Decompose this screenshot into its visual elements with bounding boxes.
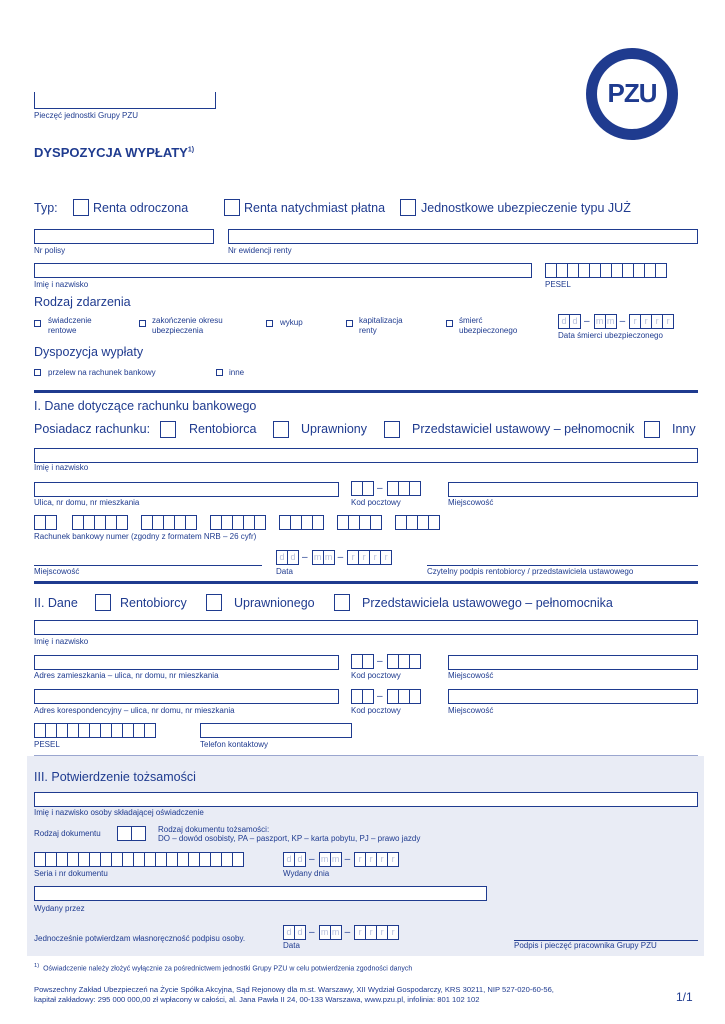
s3-declarant-input[interactable] — [34, 792, 698, 807]
footnote-mark: 1) — [34, 963, 40, 969]
account-holder-label: Posiadacz rachunku: — [34, 422, 151, 436]
page-number: 1/1 — [676, 990, 693, 1004]
s1-place-label: Miejscowość — [34, 567, 80, 576]
payout-transfer-checkbox[interactable] — [34, 369, 41, 376]
s1-city-input[interactable] — [448, 482, 698, 497]
event-death-checkbox[interactable] — [446, 320, 453, 327]
event-death-label: śmierć ubezpieczonego — [459, 316, 518, 335]
company-line-1: Powszechny Zakład Ubezpieczeń na Życie Spółka Akcyjna, Sąd Rejonowy dla m.st. Warszawy, XII Wydział Gospodarczy, KRS 30211, NIP 527-020-60-56, — [34, 985, 554, 994]
holder-representative-label: Przedstawiciel ustawowy – pełnomocnik — [412, 422, 635, 436]
s1-place-input[interactable] — [34, 551, 262, 566]
annuity-number-label: Nr ewidencji renty — [228, 246, 292, 255]
event-capitalization-label: kapitalizacja renty — [359, 316, 403, 335]
footnote — [34, 963, 412, 972]
event-benefit-label: świadczenie rentowe — [48, 316, 92, 335]
death-date-label: Data śmierci ubezpieczonego — [558, 331, 663, 340]
s2-city-input[interactable] — [448, 655, 698, 670]
payout-transfer-label: przelew na rachunek bankowy — [48, 368, 156, 377]
s2-representative-label: Przedstawiciela ustawowego – pełnomocnika — [362, 596, 613, 610]
s1-name-input[interactable] — [34, 448, 698, 463]
event-benefit-checkbox[interactable] — [34, 320, 41, 327]
s2-phone-label: Telefon kontaktowy — [200, 740, 269, 749]
s2-pesel-cells[interactable] — [34, 723, 155, 738]
holder-other-checkbox[interactable] — [644, 421, 660, 438]
event-title: Rodzaj zdarzenia — [34, 295, 131, 309]
annuity-number-input[interactable] — [228, 229, 698, 244]
s2-representative-checkbox[interactable] — [334, 594, 350, 611]
s1-name-label-2: Imię i nazwisko — [34, 463, 89, 472]
s2-annuitant-checkbox[interactable] — [95, 594, 111, 611]
section-divider — [34, 390, 698, 393]
s2-entitled-label: Uprawnionego — [234, 596, 315, 610]
holder-annuitant-checkbox[interactable] — [160, 421, 176, 438]
s2-city2-input[interactable] — [448, 689, 698, 704]
policy-number-input[interactable] — [34, 229, 214, 244]
s1-date-cells[interactable]: d d – m m – r r r r — [276, 550, 391, 565]
type-immediate-checkbox[interactable] — [224, 199, 240, 216]
footnote-text: Oświadczenie należy złożyć wyłącznie za pośrednictwem jednostki Grupy PZU w celu potwierdzenia zgodności danych — [43, 965, 413, 973]
section2-title: II. Dane — [34, 596, 78, 610]
payout-title: Dyspozycja wypłaty — [34, 345, 144, 359]
s3-doc-type-cells[interactable] — [117, 826, 145, 841]
s3-declarant-label: Imię i nazwisko osoby składającej oświadczenie — [34, 808, 204, 817]
holder-entitled-label: Uprawniony — [301, 422, 368, 436]
holder-entitled-checkbox[interactable] — [273, 421, 289, 438]
stamp-field[interactable] — [34, 92, 216, 109]
s3-issued-by-input[interactable] — [34, 886, 487, 901]
type-deferred-checkbox[interactable] — [73, 199, 89, 216]
section3-title: III. Potwierdzenie tożsamości — [34, 770, 196, 784]
section1-title: I. Dane dotyczące rachunku bankowego — [34, 399, 257, 413]
s1-date-label: Data — [276, 567, 293, 576]
type-deferred-label: Renta odroczona — [93, 201, 189, 215]
insured-pesel-cells[interactable] — [545, 263, 666, 278]
s3-doc-series-cells[interactable] — [34, 852, 243, 867]
section3-top-rule — [34, 755, 698, 756]
s3-doc-type-label: Rodzaj dokumentu — [34, 829, 101, 838]
holder-other-label: Inny — [672, 422, 696, 436]
s2-address-label: Adres zamieszkania – ulica, nr domu, nr mieszkania — [34, 671, 219, 680]
s2-postcode2-label: Kod pocztowy — [351, 706, 401, 715]
insured-pesel-label: PESEL — [545, 280, 571, 289]
s1-postcode-cells[interactable]: – — [351, 481, 420, 496]
s2-city2-label: Miejscowość — [448, 706, 494, 715]
s3-doc-type-title: Rodzaj dokumentu tożsamości: — [158, 825, 270, 834]
s1-signature-line[interactable] — [427, 565, 698, 566]
s3-issued-by-label: Wydany przez — [34, 904, 85, 913]
s3-issue-date-cells[interactable]: d d – m m – r r r r — [283, 852, 398, 867]
s2-name-input[interactable] — [34, 620, 698, 635]
page-title-text: DYSPOZYCJA WYPŁATY — [34, 145, 188, 160]
s3-doc-type-desc: DO – dowód osobisty, PA – paszport, KP – karta pobytu, PJ – prawo jazdy — [158, 834, 421, 843]
s2-postcode-cells[interactable]: – — [351, 654, 420, 669]
payout-other-label: inne — [229, 368, 245, 377]
pzu-logo-text: PZU — [607, 78, 657, 108]
s2-annuitant-label: Rentobiorcy — [120, 596, 187, 610]
event-end-period-checkbox[interactable] — [139, 320, 146, 327]
insured-name-label: Imię i nazwisko — [34, 280, 89, 289]
type-juz-label: Jednostkowe ubezpieczenie typu JUŻ — [421, 201, 631, 215]
s2-name-label: Imię i nazwisko — [34, 637, 89, 646]
s2-postcode-label: Kod pocztowy — [351, 671, 401, 680]
s1-city-label: Miejscowość — [448, 498, 494, 507]
event-buyout-label: wykup — [280, 318, 303, 327]
s3-confirm-text: Jednocześnie potwierdzam własnoręczność podpisu osoby. — [34, 934, 246, 943]
insured-name-input[interactable] — [34, 263, 532, 278]
s2-address-input[interactable] — [34, 655, 339, 670]
s2-corr-address-input[interactable] — [34, 689, 339, 704]
section-divider-2 — [34, 581, 698, 584]
s2-entitled-checkbox[interactable] — [206, 594, 222, 611]
s3-issue-date-label: Wydany dnia — [283, 869, 330, 878]
s3-employee-signature-label: Podpis i pieczęć pracownika Grupy PZU — [514, 941, 657, 950]
s2-postcode2-cells[interactable]: – — [351, 689, 420, 704]
type-juz-checkbox[interactable] — [400, 199, 416, 216]
event-end-period-label: zakończenie okresu ubezpieczenia — [152, 316, 223, 335]
pzu-logo — [586, 48, 678, 140]
account-number-label: Rachunek bankowy numer (zgodny z formatem NRB – 26 cyfr) — [34, 532, 257, 541]
policy-number-label: Nr polisy — [34, 246, 66, 255]
s2-corr-address-label: Adres korespondencyjny – ulica, nr domu, nr mieszkania — [34, 706, 235, 715]
type-immediate-label: Renta natychmiast płatna — [244, 201, 386, 215]
holder-annuitant-label: Rentobiorca — [189, 422, 257, 436]
page-title — [34, 145, 194, 160]
s3-date-label: Data — [283, 941, 300, 950]
s1-street-input[interactable] — [34, 482, 339, 497]
stamp-label: Pieczęć jednostki Grupy PZU — [34, 111, 139, 120]
s2-pesel-label: PESEL — [34, 740, 60, 749]
s2-phone-input[interactable] — [200, 723, 352, 738]
s1-street-label: Ulica, nr domu, nr mieszkania — [34, 498, 140, 507]
s3-doc-series-label: Seria i nr dokumentu — [34, 869, 108, 878]
s1-postcode-label: Kod pocztowy — [351, 498, 401, 507]
type-label: Typ: — [34, 201, 58, 215]
title-footnote-mark: 1) — [187, 146, 195, 154]
s1-signature-label: Czytelny podpis rentobiorcy / przedstawiciela ustawowego — [427, 567, 634, 576]
event-buyout-checkbox[interactable] — [266, 320, 273, 327]
account-number-cells[interactable] — [34, 515, 439, 530]
event-capitalization-checkbox[interactable] — [346, 320, 353, 327]
death-date-cells[interactable]: d d – m m – r r r r — [558, 314, 673, 329]
payout-other-checkbox[interactable] — [216, 369, 223, 376]
s2-city-label: Miejscowość — [448, 671, 494, 680]
s3-date-cells[interactable]: d d – m m – r r r r — [283, 925, 398, 940]
holder-representative-checkbox[interactable] — [384, 421, 400, 438]
company-info — [34, 985, 554, 1005]
company-line-2: kapitał zakładowy: 295 000 000,00 zł wpłacony w całości, al. Jana Pawła II 24, 00-133 Warszawa, www.pzu.pl, infolinia: 801 102 102 — [34, 995, 480, 1004]
